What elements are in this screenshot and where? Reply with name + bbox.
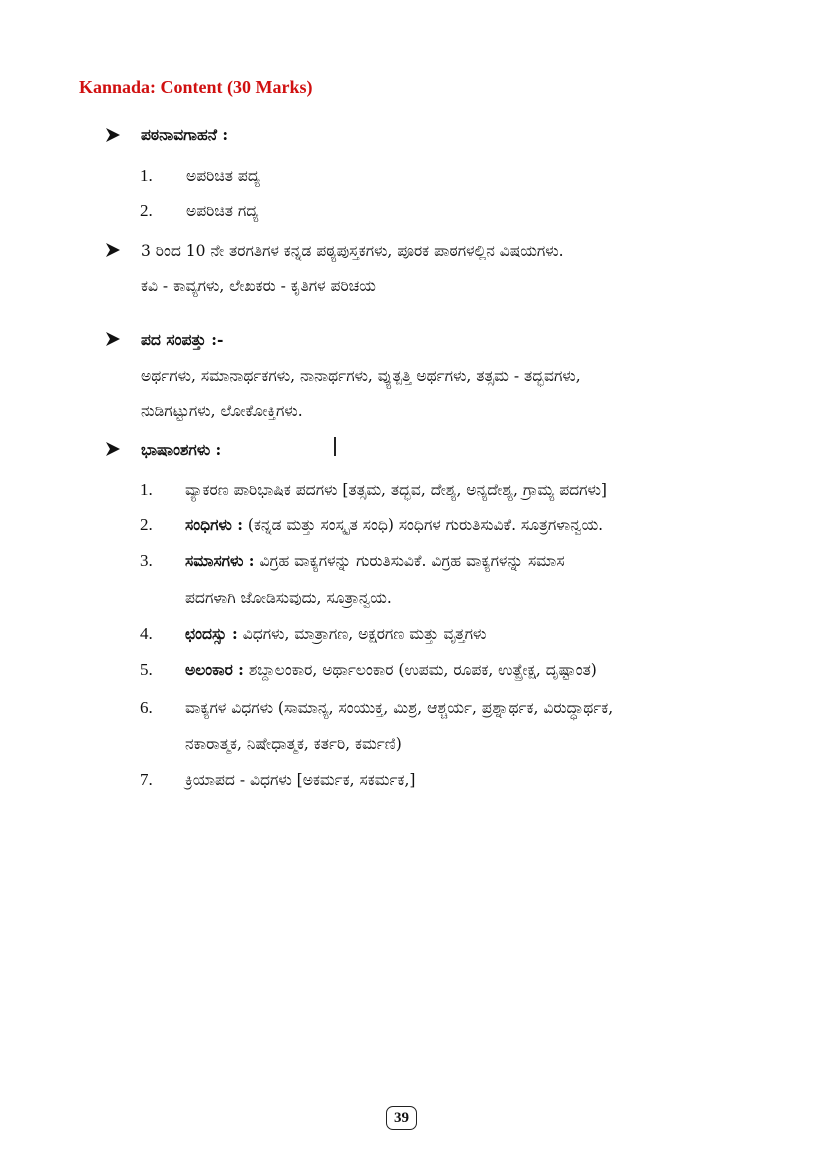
item-number: 1. [140, 480, 153, 499]
section-heading-grammar: ಭಾಷಾಂಶಗಳು : [141, 440, 222, 459]
section-heading-reading: ಪಠನಾವಗಾಹನೆ : [141, 125, 229, 144]
list-item: ಕ್ರಿಯಾಪದ - ವಿಧಗಳು [ಅಕರ್ಮಕ, ಸಕರ್ಮಕ,] [185, 771, 416, 789]
list-item-text: ವಿಧಗಳು, ಮಾತ್ರಾಗಣ, ಅಕ್ಷರಗಣ ಮತ್ತು ವೃತ್ತಗಳು [237, 625, 487, 643]
list-item-label: ಸಮಾಸಗಳು : [185, 551, 255, 570]
arrow-bullet-icon [104, 330, 122, 348]
list-item: ಅಪರಿಚಿತ ಪದ್ಯ [186, 167, 260, 185]
item-number: 1. [140, 166, 153, 185]
item-number: 6. [140, 698, 153, 717]
list-item [185, 660, 597, 680]
arrow-bullet-icon [104, 126, 122, 144]
list-item-text: ಶಬ್ದಾಲಂಕಾರ, ಅರ್ಥಾಲಂಕಾರ (ಉಪಮ, ರೂಪಕ, ಉತ್ಪ್ರೇಕ್ಷ, ದೃಷ್ಟಾಂತ) [243, 661, 597, 679]
item-number: 4. [140, 624, 153, 643]
list-item-label: ಅಲಂಕಾರ : [185, 660, 244, 679]
list-item [185, 515, 603, 535]
page-title: Kannada: Content (30 Marks) [79, 77, 313, 97]
vocabulary-line: ಅರ್ಥಗಳು, ಸಮಾನಾರ್ಥಕಗಳು, ನಾನಾರ್ಥಗಳು, ವ್ಯುತ್ಪತ್ತಿ ಅರ್ಥಗಳು, ತತ್ಸಮ - ತದ್ಭವಗಳು, [141, 367, 581, 385]
list-item-continuation: ನಕಾರಾತ್ಮಕ, ನಿಷೇಧಾತ್ಮಕ, ಕರ್ತರಿ, ಕರ್ಮಣಿ) [185, 735, 402, 753]
list-item: ಅಪರಿಚಿತ ಗದ್ಯ [186, 202, 259, 220]
item-number: 5. [140, 660, 153, 679]
item-number: 2. [140, 515, 153, 534]
list-item-text: ವ್ಯಾಕರಣ ಪಾರಿಭಾಷಿಕ ಪದಗಳು [ತತ್ಸಮ, ತದ್ಭವ, ದೇಶ್ಯ, ಅನ್ಯದೇಶ್ಯ, ಗ್ರಾಮ್ಯ ಪದಗಳು] [185, 481, 607, 499]
list-item-label: ಛಂದಸ್ಸು : [185, 624, 238, 643]
list-item [185, 480, 607, 500]
item-number: 7. [140, 770, 153, 789]
arrow-bullet-icon [104, 241, 122, 259]
list-item-text: ವಿಗ್ರಹ ವಾಕ್ಯಗಳನ್ನು ಗುರುತಿಸುವಿಕೆ. ವಿಗ್ರಹ ವಾಕ್ಯಗಳನ್ನು ಸಮಾಸ [254, 552, 565, 570]
arrow-bullet-icon [104, 440, 122, 458]
list-item [185, 551, 565, 571]
page-number: 39 [386, 1106, 417, 1130]
list-item: ವಾಕ್ಯಗಳ ವಿಧಗಳು (ಸಾಮಾನ್ಯ, ಸಂಯುಕ್ತ, ಮಿಶ್ರ, ಆಶ್ಚರ್ಯ, ಪ್ರಶ್ನಾರ್ಥಕ, ವಿರುದ್ಧಾರ್ಥಕ, [185, 699, 614, 717]
cursor-mark [334, 437, 336, 456]
item-number: 3. [140, 551, 153, 570]
list-item-continuation: ಪದಗಳಾಗಿ ಜೋಡಿಸುವುದು, ಸೂತ್ರಾನ್ವಯ. [185, 589, 392, 607]
section-heading-vocabulary: ಪದ ಸಂಪತ್ತು :- [141, 330, 224, 349]
section-textbooks-line: 3 ರಿಂದ 10 ನೇ ತರಗತಿಗಳ ಕನ್ನಡ ಪಠ್ಯಪುಸ್ತಕಗಳು, ಪೂರಕ ಪಾಠಗಳಲ್ಲಿನ ವಿಷಯಗಳು. [141, 242, 564, 260]
section-poets-line: ಕವಿ - ಕಾವ್ಯಗಳು, ಲೇಖಕರು - ಕೃತಿಗಳ ಪರಿಚಯ [141, 277, 376, 295]
vocabulary-line: ನುಡಿಗಟ್ಟುಗಳು, ಲೋಕೋಕ್ತಿಗಳು. [141, 402, 303, 420]
list-item-label: ಸಂಧಿಗಳು : [185, 515, 243, 534]
item-number: 2. [140, 201, 153, 220]
list-item [185, 624, 486, 644]
list-item-text: (ಕನ್ನಡ ಮತ್ತು ಸಂಸ್ಕೃತ ಸಂಧಿ) ಸಂಧಿಗಳ ಗುರುತಿಸುವಿಕೆ. ಸೂತ್ರಗಳಾನ್ವಯ. [242, 516, 604, 534]
